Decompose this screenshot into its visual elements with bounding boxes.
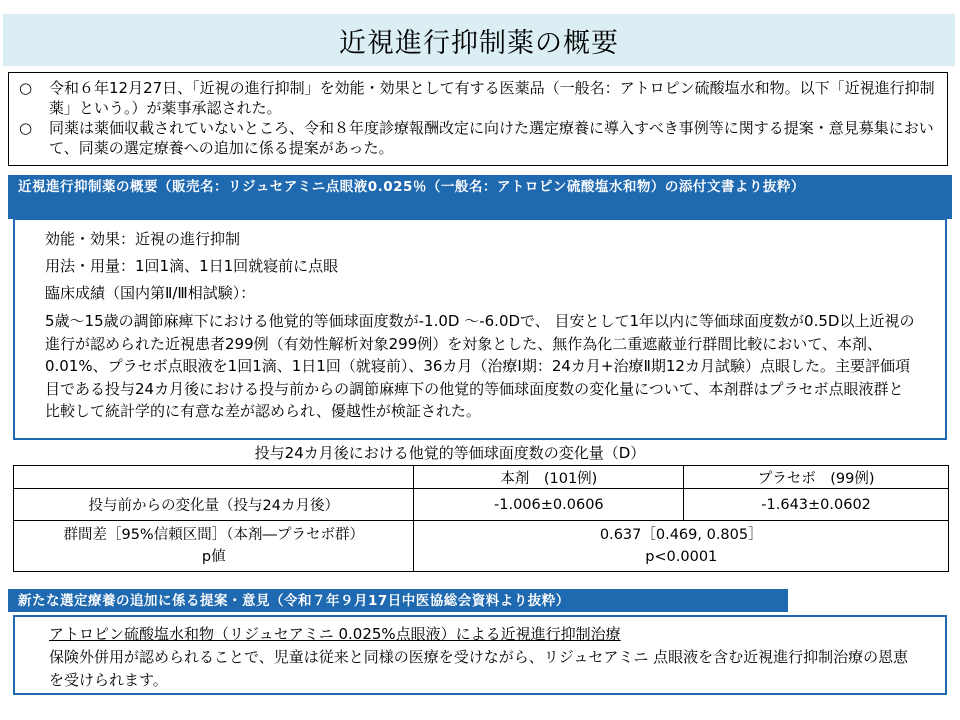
table-header-cell: 本剤 (101例) (414, 466, 684, 489)
intro-text: 同薬は薬価収載されていないところ、令和８年度診療報酬改定に向けた選定療養に導入すべき事例等に関する提案・意見募集において、同薬の選定療養への追加に係る提案があった。 (49, 119, 934, 157)
bullet-circle-icon: ○ (19, 119, 33, 137)
pvalue-value: p<0.0001 (645, 549, 718, 565)
table-row (14, 489, 949, 521)
proposal-box (13, 615, 947, 695)
proposal-text: 保険外併用が認められることで、児童は従来と同様の医療を受けながら、リジュセアミニ 点眼液を含む近視進行抑制治療の恩恵を受けられます。 (49, 648, 909, 689)
table-row (14, 521, 949, 572)
diff-label: 群間差［95%信頼区間］（本剤―プラセボ群） (63, 527, 364, 543)
table-caption: 投与24カ月後における他覚的等価球面度数の変化量（D） (254, 444, 646, 462)
row-label: 投与前からの変化量（投与24カ月後） (14, 489, 414, 521)
table-header-row (14, 466, 949, 489)
dosage-line: 用法・用量：1回1滴、1日1回就寝前に点眼 (45, 257, 339, 275)
summary-box (13, 218, 947, 440)
title-bar (3, 14, 955, 66)
bullet-circle-icon: ○ (19, 79, 33, 97)
row-label (14, 521, 414, 572)
clinical-label: 臨床成績（国内第Ⅱ/Ⅲ相試験）： (45, 284, 256, 302)
clinical-text: 5歳～15歳の調節麻痺下における他覚的等価球面度数が-1.0D ～-6.0Dで、 目安として1年以内に等価球面度数が0.5D以上近視の進行が認められた近視患者299例（有効性解析対象299例）を対象とした、無作為化二重遮蔽並行群間比較において、本剤、0.01%、プラセボ点眼液を1回1滴、1日1回（就寝前）、36カ月（治療Ⅰ期：24カ月+治療Ⅱ期12カ月試験）点眼した。主要評価項目である投与24カ月後における投与前からの調節麻痺下の他覚的等価球面度数の変化量について、本剤群はプラセボ点眼液群と比較して統計学的に有意な差が認められ、優越性が検証された。 (45, 312, 915, 420)
intro-item (19, 118, 937, 158)
proposal-title: アトロピン硫酸塩水和物（リジュセアミニ 0.025%点眼液）による近視進行抑制治療 (49, 625, 621, 643)
diff-value-cell (414, 521, 949, 572)
table-header-cell: プラセボ (99例) (684, 466, 949, 489)
intro-box (8, 72, 948, 166)
diff-value: 0.637［0.469, 0.805］ (599, 527, 763, 543)
pvalue-label: p値 (201, 549, 226, 565)
table-header-cell (14, 466, 414, 489)
proposal-header: 新たな選定療養の追加に係る提案・意見（令和７年９月17日中医協総会資料より抜粋） (8, 589, 788, 612)
drug-value: -1.006±0.0606 (414, 489, 684, 521)
efficacy-line: 効能・効果：近視の進行抑制 (45, 230, 241, 248)
page-title: 近視進行抑制薬の概要 (339, 27, 619, 59)
intro-text: 令和６年12月27日、「近視の進行抑制」を効能・効果として有する医薬品（一般名：アトロピン硫酸塩水和物。以下「近視進行抑制薬」という。）が薬事承認された。 (49, 79, 935, 117)
intro-item (19, 78, 937, 118)
summary-header: 近視進行抑制薬の概要（販売名：リジュセアミニ点眼液0.025％（一般名：アトロピン硫酸塩水和物）の添付文書より抜粋） (8, 175, 952, 219)
results-table (13, 465, 949, 572)
placebo-value: -1.643±0.0602 (684, 489, 949, 521)
